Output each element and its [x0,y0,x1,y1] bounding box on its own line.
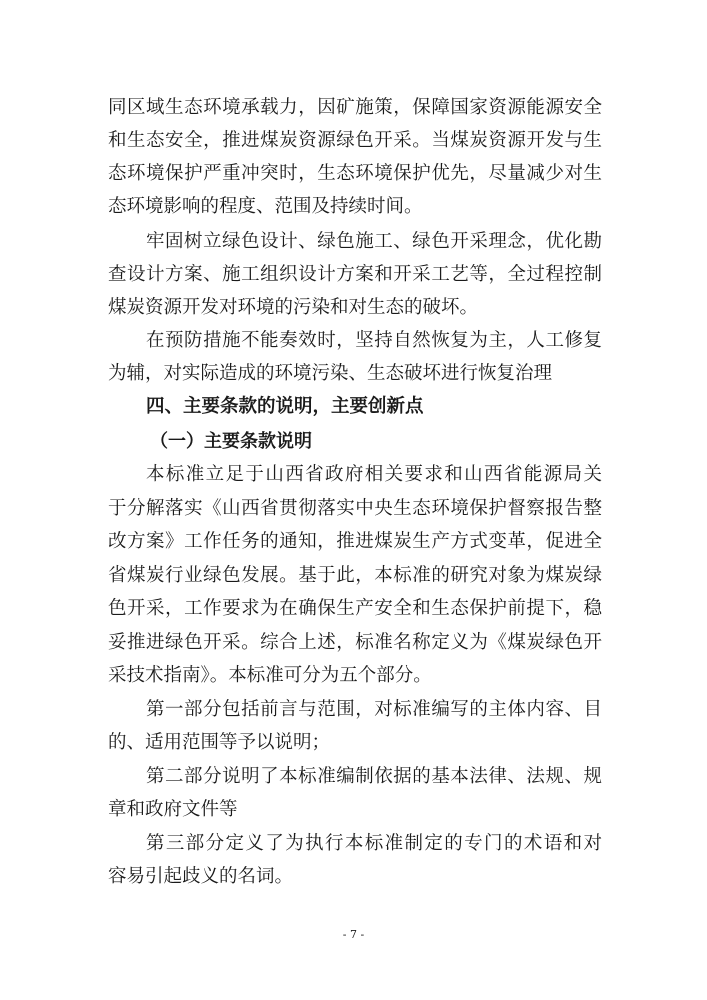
text-line: 省煤炭行业绿色发展。基于此，本标准的研究对象为煤炭绿 [108,565,602,586]
text-line: 色开采，工作要求为在确保生产安全和生态保护前提下，稳 [108,598,602,619]
text-line: 第一部分包括前言与范围，对标准编写的主体内容、目 [146,699,602,720]
subsection-heading: （一）主要条款说明 [150,431,312,452]
text-line: 采技术指南》。本标准可分为五个部分。 [108,665,432,686]
text-line: 同区域生态环境承载力，因矿施策，保障国家资源能源安全 [108,97,602,118]
text-line: 本标准立足于山西省政府相关要求和山西省能源局关 [146,464,602,485]
text-line: 牢固树立绿色设计、绿色施工、绿色开采理念，优化勘 [146,231,602,252]
text-line: 妥推进绿色开采。综合上述，标准名称定义为《煤炭绿色开 [108,632,602,653]
section-heading: 四、主要条款的说明，主要创新点 [146,396,424,417]
text-line: 态环境影响的程度、范围及持续时间。 [108,196,423,217]
text-line: 第二部分说明了本标准编制依据的基本法律、法规、规 [146,766,602,787]
page-number: - 7 - [342,928,365,941]
text-line: 第三部分定义了为执行本标准制定的专门的术语和对 [146,833,602,854]
text-line: 煤炭资源开发对环境的污染和对生态的破坏。 [108,297,479,318]
text-line: 查设计方案、施工组织设计方案和开采工艺等，全过程控制 [108,264,602,285]
text-line: 和生态安全，推进煤炭资源绿色开采。当煤炭资源开发与生 [108,130,602,151]
text-line: 的、适用范围等予以说明； [108,732,331,753]
text-line: 改方案》工作任务的通知，推进煤炭生产方式变革，促进全 [108,531,602,552]
text-line: 于分解落实《山西省贯彻落实中央生态环境保护督察报告整 [108,498,602,519]
text-line: 态环境保护严重冲突时，生态环境保护优先，尽量减少对生 [108,163,602,184]
text-line: 容易引起歧义的名词。 [108,866,294,887]
text-line: 为辅，对实际造成的环境污染、生态破坏进行恢复治理 [108,363,553,384]
text-line: 在预防措施不能奏效时，坚持自然恢复为主，人工修复 [146,330,602,351]
text-line: 章和政府文件等 [108,799,238,820]
